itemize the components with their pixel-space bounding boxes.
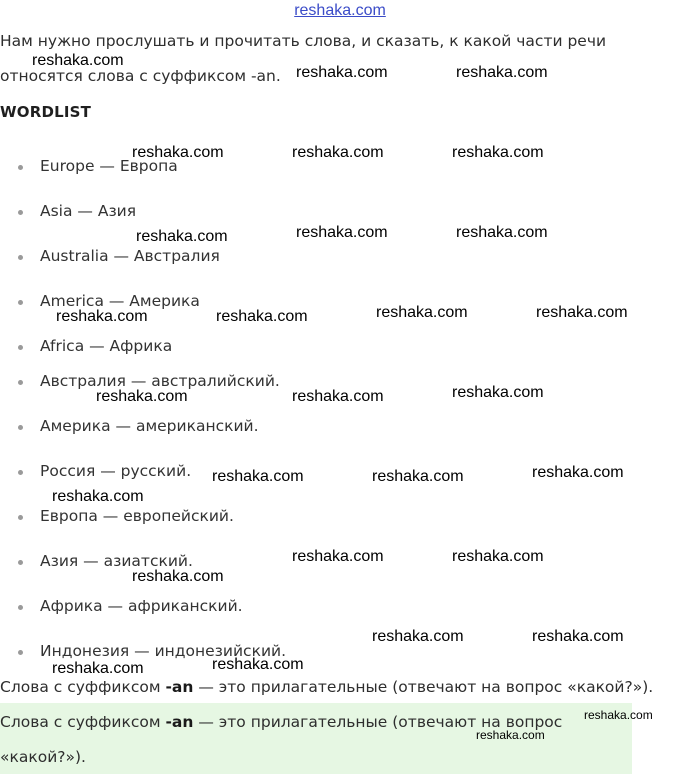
bullet-icon: [18, 425, 23, 430]
bullet-icon: [18, 515, 23, 520]
watermark: reshaka.com: [536, 304, 628, 321]
answer-rest: — это прилагательные (отвечают на вопрос: [193, 713, 563, 731]
site-link[interactable]: reshaka.com: [294, 2, 386, 19]
conclusion-rest: — это прилагательные (отвечают на вопрос «какой?»).: [193, 678, 654, 696]
conclusion-text: [0, 678, 653, 696]
watermark: reshaka.com: [132, 144, 224, 161]
watermark: reshaka.com: [456, 224, 548, 241]
wordlist-heading: WORDLIST: [0, 103, 92, 121]
watermark: reshaka.com: [456, 64, 548, 81]
list-item-text: Индонезия — индонезийский.: [40, 642, 287, 660]
answer-prefix: Слова с суффиксом: [0, 713, 166, 731]
bullet-icon: [18, 470, 23, 475]
watermark: reshaka.com: [372, 628, 464, 645]
intro-line-1: Нам нужно прослушать и прочитать слова, и сказать, к какой части речи: [0, 32, 607, 50]
bullet-icon: [18, 300, 23, 305]
watermark: reshaka.com: [376, 304, 468, 321]
watermark: reshaka.com: [372, 468, 464, 485]
watermark: reshaka.com: [52, 660, 144, 677]
list-item-text: Америка — американский.: [40, 417, 259, 435]
list-item-text: Australia — Австралия: [40, 247, 220, 265]
list-item-text: Africa — Африка: [40, 337, 173, 355]
watermark: reshaka.com: [212, 468, 304, 485]
intro-line-2: относятся слова с суффиксом -an.: [0, 67, 281, 85]
list-item-text: America — Америка: [40, 292, 200, 310]
bullet-icon: [18, 165, 23, 170]
watermark: reshaka.com: [216, 308, 308, 325]
conclusion-prefix: Слова с суффиксом: [0, 678, 166, 696]
watermark: reshaka.com: [32, 52, 124, 69]
watermark: reshaka.com: [52, 488, 144, 505]
list-item-text: Австралия — австралийский.: [40, 372, 280, 390]
list-item-text: Россия — русский.: [40, 462, 192, 480]
bullet-icon: [18, 345, 23, 350]
watermark: reshaka.com: [296, 224, 388, 241]
watermark: reshaka.com: [452, 384, 544, 401]
bullet-icon: [18, 380, 23, 385]
answer-line-2: «какой?»).: [0, 748, 86, 766]
list-item-text: Европа — европейский.: [40, 507, 234, 525]
watermark: reshaka.com: [452, 548, 544, 565]
watermark: reshaka.com: [292, 388, 384, 405]
bullet-icon: [18, 210, 23, 215]
watermark: reshaka.com: [212, 656, 304, 673]
watermark: reshaka.com: [296, 64, 388, 81]
bullet-icon: [18, 605, 23, 610]
watermark: reshaka.com: [584, 708, 653, 722]
watermark: reshaka.com: [476, 728, 545, 742]
watermark: reshaka.com: [532, 464, 624, 481]
bullet-icon: [18, 650, 23, 655]
bullet-icon: [18, 560, 23, 565]
answer-suffix: -an: [165, 713, 194, 731]
conclusion-suffix: -an: [165, 678, 194, 696]
watermark: reshaka.com: [452, 144, 544, 161]
list-item-text: Азия — азиатский.: [40, 552, 193, 570]
watermark: reshaka.com: [96, 388, 188, 405]
list-item-text: Asia — Азия: [40, 202, 137, 220]
watermark: reshaka.com: [292, 548, 384, 565]
list-item-text: Europe — Европа: [40, 157, 178, 175]
list-item-text: Африка — африканский.: [40, 597, 243, 615]
watermark: reshaka.com: [532, 628, 624, 645]
watermark: reshaka.com: [56, 308, 148, 325]
watermark: reshaka.com: [292, 144, 384, 161]
watermark: reshaka.com: [132, 568, 224, 585]
watermark: reshaka.com: [136, 228, 228, 245]
bullet-icon: [18, 255, 23, 260]
